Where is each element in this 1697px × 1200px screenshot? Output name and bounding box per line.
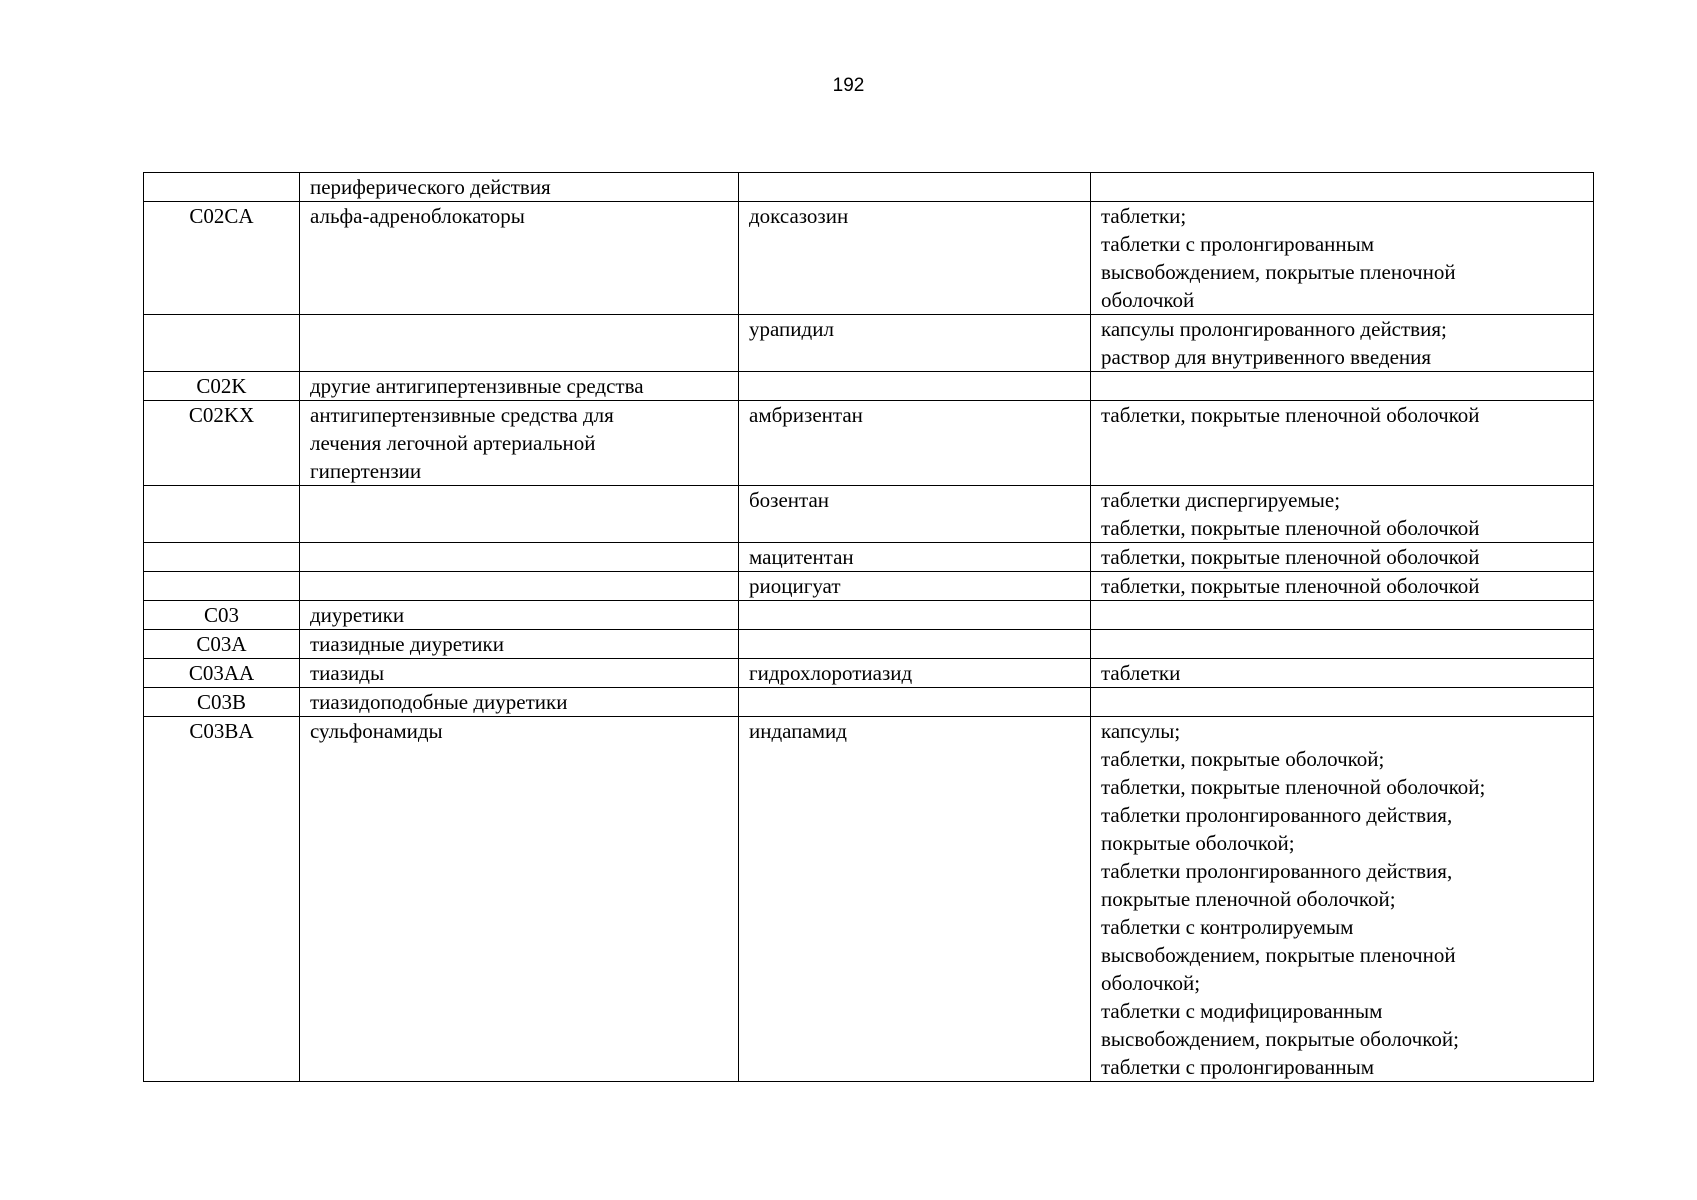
atc-code-cell xyxy=(144,173,300,202)
drug-cell: урапидил xyxy=(739,315,1091,372)
table-row xyxy=(144,659,1594,688)
drug-cell xyxy=(739,173,1091,202)
drug-cell xyxy=(739,630,1091,659)
page-number: 192 xyxy=(832,75,865,96)
drug-cell: бозентан xyxy=(739,486,1091,543)
dosage-form-cell xyxy=(1091,630,1594,659)
table-row xyxy=(144,543,1594,572)
dosage-form-cell xyxy=(1091,688,1594,717)
table-row xyxy=(144,173,1594,202)
group-cell: периферического действия xyxy=(300,173,739,202)
table-row xyxy=(144,601,1594,630)
drug-table-body xyxy=(144,173,1594,1082)
atc-code-cell xyxy=(144,315,300,372)
group-cell xyxy=(300,315,739,372)
dosage-form-cell: таблетки, покрытые пленочной оболочкой xyxy=(1091,572,1594,601)
dosage-form-cell: таблетки диспергируемые; таблетки, покрытые пленочной оболочкой xyxy=(1091,486,1594,543)
dosage-form-cell: капсулы; таблетки, покрытые оболочкой; таблетки, покрытые пленочной оболочкой; таблетки пролонгированного действия, покрытые оболочкой; таблетки пролонгированного действия, покрытые пленочной оболочкой; таблетки с контролируемым высвобождением, покрытые пленочной оболочкой; таблетки с модифицированным высвобождением, покрытые оболочкой; таблетки с пролонгированным xyxy=(1091,717,1594,1082)
group-cell: антигипертензивные средства для лечения легочной артериальной гипертензии xyxy=(300,401,739,486)
group-cell xyxy=(300,486,739,543)
group-cell: тиазиды xyxy=(300,659,739,688)
table-row xyxy=(144,572,1594,601)
atc-code-cell: C03A xyxy=(144,630,300,659)
table-row xyxy=(144,717,1594,1082)
table-row xyxy=(144,688,1594,717)
drug-cell xyxy=(739,601,1091,630)
atc-code-cell: C03BA xyxy=(144,717,300,1082)
atc-code-cell xyxy=(144,572,300,601)
drug-cell: гидрохлоротиазид xyxy=(739,659,1091,688)
atc-code-cell: C02CA xyxy=(144,202,300,315)
atc-code-cell: C02KX xyxy=(144,401,300,486)
drug-cell: мацитентан xyxy=(739,543,1091,572)
atc-code-cell: C03 xyxy=(144,601,300,630)
atc-code-cell: C02K xyxy=(144,372,300,401)
table-row xyxy=(144,315,1594,372)
table-row xyxy=(144,486,1594,543)
group-cell: сульфонамиды xyxy=(300,717,739,1082)
atc-code-cell: C03B xyxy=(144,688,300,717)
drug-cell xyxy=(739,688,1091,717)
table-row xyxy=(144,630,1594,659)
dosage-form-cell xyxy=(1091,601,1594,630)
table-row xyxy=(144,401,1594,486)
group-cell: тиазидоподобные диуретики xyxy=(300,688,739,717)
dosage-form-cell: таблетки, покрытые пленочной оболочкой xyxy=(1091,543,1594,572)
drug-table xyxy=(143,172,1594,1082)
group-cell xyxy=(300,572,739,601)
dosage-form-cell xyxy=(1091,173,1594,202)
drug-cell: индапамид xyxy=(739,717,1091,1082)
drug-cell: риоцигуат xyxy=(739,572,1091,601)
group-cell: тиазидные диуретики xyxy=(300,630,739,659)
drug-cell: амбризентан xyxy=(739,401,1091,486)
atc-code-cell xyxy=(144,486,300,543)
dosage-form-cell: таблетки; таблетки с пролонгированным высвобождением, покрытые пленочной оболочкой xyxy=(1091,202,1594,315)
dosage-form-cell: таблетки xyxy=(1091,659,1594,688)
group-cell: альфа-адреноблокаторы xyxy=(300,202,739,315)
atc-code-cell xyxy=(144,543,300,572)
dosage-form-cell: капсулы пролонгированного действия; раствор для внутривенного введения xyxy=(1091,315,1594,372)
dosage-form-cell: таблетки, покрытые пленочной оболочкой xyxy=(1091,401,1594,486)
drug-cell: доксазозин xyxy=(739,202,1091,315)
dosage-form-cell xyxy=(1091,372,1594,401)
atc-code-cell: C03AA xyxy=(144,659,300,688)
table-row xyxy=(144,372,1594,401)
drug-cell xyxy=(739,372,1091,401)
group-cell: другие антигипертензивные средства xyxy=(300,372,739,401)
group-cell xyxy=(300,543,739,572)
group-cell: диуретики xyxy=(300,601,739,630)
table-row xyxy=(144,202,1594,315)
